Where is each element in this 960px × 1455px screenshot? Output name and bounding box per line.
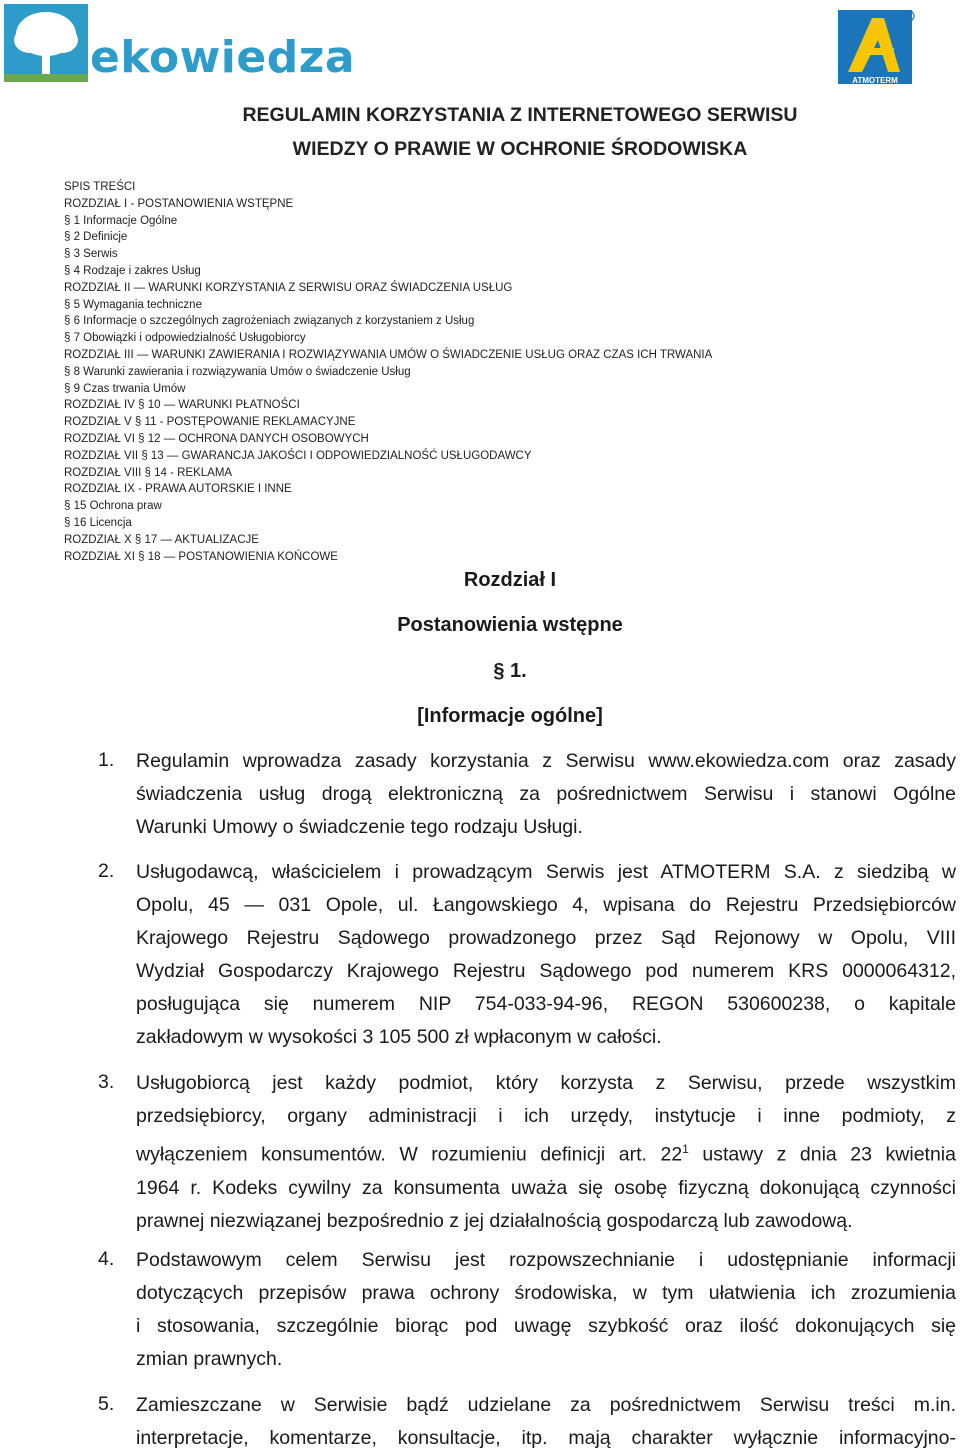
- toc-item: ROZDZIAŁ IV § 10 — WARUNKI PŁATNOŚCI: [64, 399, 300, 412]
- paragraph-line: dotyczących przepisów prawa ochrony środowiska, w tym ułatwienia ich zrozumienia: [136, 1282, 956, 1304]
- paragraph-line: posługująca się numerem NIP 754-033-94-96, REGON 530600238, o kapitale: [136, 993, 956, 1015]
- paragraph-text: wyłączeniem konsumentów. W rozumieniu definicji art. 22: [136, 1143, 683, 1166]
- paragraph-line: Wydział Gospodarczy Krajowego Rejestru Sądowego pod numerem KRS 0000064312,: [136, 960, 956, 982]
- tree-icon: [4, 4, 88, 82]
- paragraph-line: Podstawowym celem Serwisu jest rozpowszechnianie i udostępnianie informacji: [136, 1249, 956, 1271]
- paragraph-line: świadczenia usług drogą elektroniczną za pośrednictwem Serwisu i stanowi Ogólne: [136, 783, 956, 805]
- paragraph-line: interpretacje, komentarze, konsultacje, itp. mają charakter wyłącznie informacyjno-: [136, 1427, 956, 1449]
- paragraph-line-with-footnote: [136, 1133, 956, 1172]
- toc-item: ROZDZIAŁ VII § 13 — GWARANCJA JAKOŚCI I ODPOWIEDZIALNOŚĆ USŁUGODAWCY: [64, 449, 532, 462]
- document-title-line2: WIEDZY O PRAWIE W OCHRONIE ŚRODOWISKA: [292, 138, 748, 160]
- paragraph-3: [98, 1067, 956, 1238]
- section-number: § 1.: [493, 660, 527, 682]
- atmoterm-logo: [838, 10, 916, 86]
- toc-item: § 16 Licencja: [64, 516, 132, 529]
- logo-wordmark: ekowiedza: [90, 32, 356, 83]
- toc-item: § 4 Rodzaje i zakres Usług: [64, 264, 201, 277]
- paragraph-line: prawnej niezwiązanej bezpośrednio z jej działalnością gospodarczą lub zawodową.: [136, 1209, 853, 1232]
- toc-item: § 7 Obowiązki i odpowiedzialność Usługobiorcy: [64, 332, 306, 345]
- document-title-line1: REGULAMIN KORZYSTANIA Z INTERNETOWEGO SERWISU: [242, 104, 798, 126]
- section-title: [Informacje ogólne]: [417, 705, 603, 727]
- paragraph-line: Zamieszczane w Serwisie bądź udzielane za pośrednictwem Serwisu treści m.in.: [136, 1394, 956, 1416]
- chapter-label: Rozdział I: [463, 569, 557, 591]
- paragraph-number: 1.: [98, 749, 115, 771]
- paragraph-line: Opolu, 45 — 031 Opole, ul. Łangowskiego 4, wpisana do Rejestru Przedsiębiorców: [136, 894, 956, 916]
- toc-item: § 5 Wymagania techniczne: [64, 298, 202, 311]
- toc-item: § 9 Czas trwania Umów: [64, 382, 186, 395]
- table-of-contents: [64, 179, 764, 565]
- toc-item: ROZDZIAŁ X § 17 — AKTUALIZACJE: [64, 533, 259, 546]
- atmoterm-emblem-icon: [838, 10, 916, 86]
- paragraph-line: 1964 r. Kodeks cywilny za konsumenta uważa się osobę fizyczną dokonującą czynności: [136, 1176, 956, 1199]
- atmoterm-caption: ATMOTERM: [852, 76, 898, 85]
- paragraph-number: 5.: [98, 1393, 115, 1415]
- footnote-mark: 1: [682, 1142, 689, 1156]
- toc-item: ROZDZIAŁ III — WARUNKI ZAWIERANIA I ROZWIĄZYWANIA UMÓW O ŚWIADCZENIE USŁUG ORAZ CZAS ICH TRWANIA: [64, 348, 713, 361]
- paragraph-line: zakładowym w wysokości 3 105 500 zł wpłaconym w całości.: [136, 1026, 662, 1048]
- paragraph-text: ustawy z dnia 23 kwietnia: [688, 1143, 956, 1166]
- paragraph-line: Krajowego Rejestru Sądowego prowadzonego przez Sąd Rejonowy w Opolu, VIII: [136, 927, 956, 949]
- toc-item: ROZDZIAŁ V § 11 - POSTĘPOWANIE REKLAMACYJNE: [64, 416, 356, 429]
- toc-item: § 2 Definicje: [64, 231, 128, 244]
- paragraph-number: 2.: [98, 860, 115, 882]
- paragraph-line: zmian prawnych.: [136, 1348, 283, 1370]
- toc-item: ROZDZIAŁ II — WARUNKI KORZYSTANIA Z SERWISU ORAZ ŚWIADCZENIA USŁUG: [64, 281, 513, 294]
- ekowiedza-logo: [4, 4, 356, 84]
- paragraph-line: przedsiębiorcy, organy administracji i ich urzędy, instytucje i inne podmioty, z: [136, 1105, 956, 1127]
- paragraph-line: Usługodawcą, właścicielem i prowadzącym Serwis jest ATMOTERM S.A. z siedzibą w: [136, 861, 956, 883]
- paragraph-number: 4.: [98, 1248, 115, 1270]
- chapter-name: Postanowienia wstępne: [397, 614, 623, 636]
- paragraph-line: Regulamin wprowadza zasady korzystania z Serwisu www.ekowiedza.com oraz zasady: [136, 750, 956, 772]
- toc-item: ROZDZIAŁ VIII § 14 - REKLAMA: [64, 466, 233, 479]
- toc-item: § 1 Informacje Ogólne: [64, 214, 178, 227]
- paragraph-4: [98, 1244, 956, 1376]
- paragraph-1: [98, 745, 956, 844]
- paragraph-number: 3.: [98, 1071, 115, 1093]
- toc-item: ROZDZIAŁ VI § 12 — OCHRONA DANYCH OSOBOWYCH: [64, 432, 369, 445]
- paragraph-5: [98, 1389, 956, 1455]
- paragraph-line: i stosowania, szczególnie biorąc pod uwagę szybkość oraz ilość dokonujących się: [136, 1315, 956, 1337]
- toc-item: § 8 Warunki zawierania i rozwiązywania Umów o świadczenie Usług: [64, 365, 411, 378]
- toc-item: ROZDZIAŁ I - POSTANOWIENIA WSTĘPNE: [64, 197, 294, 210]
- toc-item: ROZDZIAŁ IX - PRAWA AUTORSKIE I INNE: [64, 483, 292, 496]
- toc-item: § 15 Ochrona praw: [64, 500, 162, 513]
- paragraph-line: Warunki Umowy o świadczenie tego rodzaju Usługi.: [136, 816, 583, 838]
- toc-item: § 3 Serwis: [64, 248, 118, 261]
- toc-item: SPIS TREŚCI: [64, 181, 136, 193]
- toc-item: ROZDZIAŁ XI § 18 — POSTANOWIENIA KOŃCOWE: [64, 550, 338, 563]
- paragraph-line: Usługobiorcą jest każdy podmiot, który korzysta z Serwisu, przede wszystkim: [136, 1072, 956, 1094]
- paragraph-2: [98, 856, 956, 1054]
- toc-item: § 6 Informacje o szczególnych zagrożeniach związanych z korzystaniem z Usług: [64, 315, 475, 328]
